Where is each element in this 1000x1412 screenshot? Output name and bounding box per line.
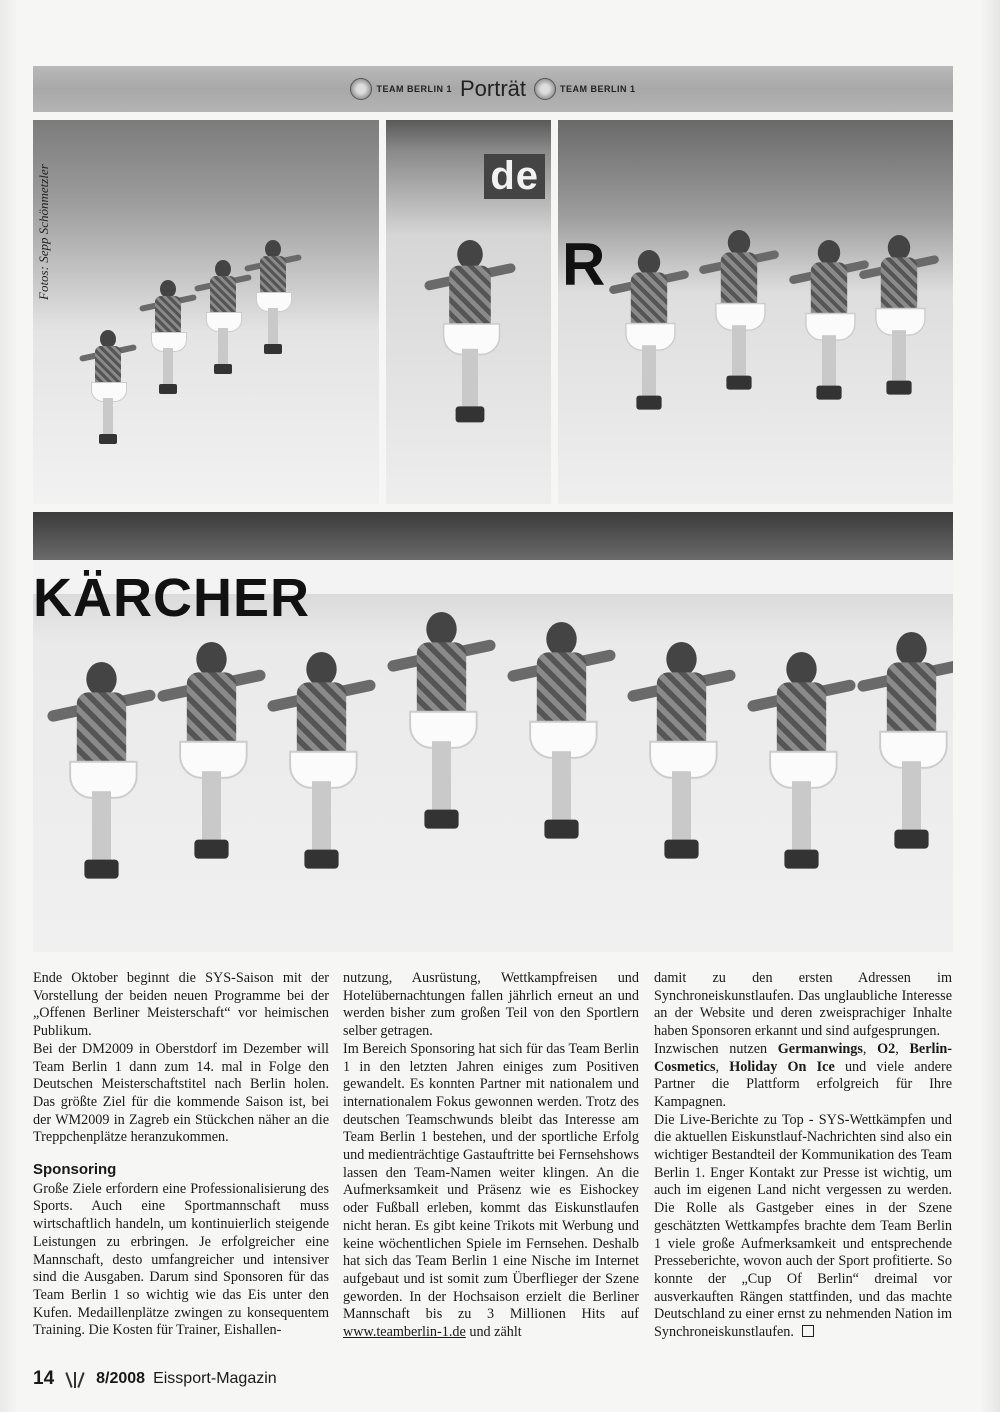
sponsor-name: O2 (877, 1040, 896, 1057)
banner-text: de (484, 154, 545, 199)
team-logo-left (350, 78, 452, 100)
photo-credit: Fotos: Sepp Schönmetzler (36, 164, 51, 300)
team-emblem-icon (534, 78, 556, 100)
sponsor-name: Germanwings (777, 1040, 863, 1057)
team-label-right: TEAM BERLIN 1 (560, 84, 636, 94)
paragraph (343, 1041, 639, 1342)
paragraph-text: und viele andere Partner die Plattform erfolgreich für Ihre Kampagnen. (654, 1058, 953, 1110)
magazine-logo-icon (62, 1368, 88, 1390)
photo-skaters-line (33, 120, 379, 504)
website-link[interactable]: www.teamberlin-1.de (343, 1324, 466, 1341)
page-number: 14 (33, 1368, 55, 1389)
paragraph: Inzwischen nutzen Germanwings, O2, Berlin-Cosmetics, Holiday On Ice und viele andere Partner die Plattform erfolgreich für Ihre Kampagnen. (654, 1040, 953, 1110)
article-column-3 (654, 970, 952, 1342)
banner-text: R (562, 231, 607, 298)
paragraph: Ende Oktober beginnt die SYS-Saison mit der Vorstellung der beiden neuen Programme bei der „Offenen Berliner Meisterschaft“ vor heimischen Publikum. (33, 970, 329, 1040)
section-heading: Sponsoring (33, 1161, 117, 1179)
paragraph-text: Inzwischen nutzen (654, 1040, 768, 1057)
paragraph: Große Ziele erfordern eine Professionalisierung des Sports. Auch eine Sportmannschaft muss wirtschaftlich handeln, um kontinuierlich steigende Leistungen zu erbringen. Je erfolgreicher eine Mannschaft, desto umfangreicher und intensiver sind die Ausgaben. Darum sind Sponsoren für das Team Berlin 1 so wichtig wie das Eis unter den Kufen. Medaillenplätze zwingen zu konsequentem Training. Die Kosten für Trainer, Eishallen- (33, 1180, 329, 1339)
section-title: Porträt (459, 76, 527, 101)
magazine-name: Eissport-Magazin (153, 1370, 277, 1387)
paragraph-text: Im Bereich Sponsoring hat sich für das Team Berlin 1 in den letzten Jahren einiges zum Positiven gewandelt. Es konnten Partner mit nationalem und internationalem Fokus gewonnen werden. Trotz des deutschen Teamschwunds bleibt das Interesse am Team Berlin 1 bestehen, und der sportliche Erfolg und medienträchtige Gastauftritte bei Fernsehshows lassen den Team-Namen weiter klingen. An die Aufmerksamkeit und Präsenz wie es Eishockey oder Fußball erleben, kommt das Eiskunstlaufen nicht heran. Es gibt keine Trikots mit Werbung und keine wöchentlichen Spiele im Fernsehen. Deshalb hat sich das Team Berlin 1 eine Nische im Internet aufgebaut und ist somit zum Überflieger der Szene geworden. In der Hochsaison erzielt die Berliner Mannschaft bis zu 3 Millionen Hits auf (343, 1040, 639, 1323)
paragraph-text: Die Live-Berichte zu Top - SYS-Wettkämpfen und die aktuellen Eiskunstlauf-Nachrichten sind also ein wichtiger Bestandteil der Kommunikation des Team Berlin 1. Enger Kontakt zur Presse ist wichtig, um auch im eigenen Land nicht vergessen zu werden. Die Rolle als Gastgeber eines in der Szene geschätzten Wettkampfes brachte dem Team Berlin 1 viele große Aufmerksamkeit und entsprechende Presseberichte, wovon auch der Sport profitierte. So konnte der „Cup Of Berlin“ dreimal vor ausverkauften Rängen stattfinden, und das machte Deutschland zu einer ernst zu nehmenden Nation im Synchroneiskunstlaufen. (654, 1111, 952, 1341)
paragraph: Bei der DM2009 in Oberstdorf im Dezember will Team Berlin 1 dann zum 14. mal in Folge den Deutschen Meisterschaftstitel nach Berlin holen. Das größte Ziel für die kommende Saison ist, bei der WM2009 in Zagreb ein Stückchen näher an die Treppchenplätze heranzukommen. (33, 1040, 329, 1146)
team-logo-right (534, 78, 636, 100)
banner-text: KÄRCHER (33, 568, 310, 628)
paragraph: damit zu den ersten Adressen im Synchroneiskunstlaufen. Das unglaubliche Interesse an der Website und deren zweisprachiger Inhalte haben Sponsoren erkannt und sind aufgesprungen. (654, 970, 952, 1040)
end-of-article-icon (802, 1325, 814, 1337)
issue-number: 8/2008 (96, 1370, 146, 1387)
article-column-1 (33, 970, 329, 1340)
section-header (33, 66, 953, 112)
paragraph: nutzung, Ausrüstung, Wettkampfreisen und Hotelübernachtungen fallen jährlich erneut an und werden bisher zum großen Teil von den Sportlern selber getragen. (343, 970, 639, 1040)
paragraph-text: und zählt (469, 1324, 522, 1341)
photo-kick-line (558, 120, 953, 504)
sponsor-name: Berlin-Cosmetics (654, 1040, 953, 1075)
article-column-2 (343, 970, 639, 1342)
paragraph (654, 1112, 952, 1342)
photo-pair-lift (386, 120, 551, 504)
photo-team-formation (33, 512, 953, 952)
page-footer (33, 1368, 277, 1390)
sponsor-name: Holiday On Ice (729, 1058, 835, 1075)
team-label-left: TEAM BERLIN 1 (376, 84, 452, 94)
team-emblem-icon (350, 78, 372, 100)
